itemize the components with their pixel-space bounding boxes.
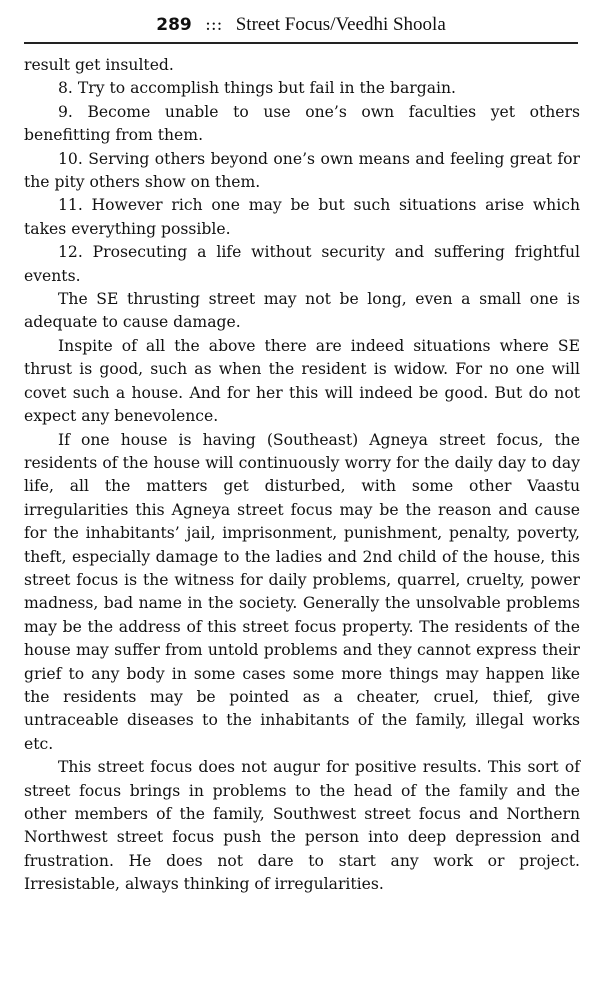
paragraph-continuation: result get insulted. [24,56,174,74]
list-item-12: 12. Prosecuting a life without security and suffering frightful events. [24,243,580,285]
running-title: Street Focus/Veedhi Shoola [235,14,446,35]
list-item-10: 10. Serving others beyond one’s own means and feeling great for the pity others show on them. [24,149,580,192]
paragraph-agneya: If one house is having (Southeast) Agneya street focus, the residents of the house will continuously worry for the daily day to day life, all the matters get disturbed, with some other Vaastu irregularities this Agneya street focus may be the reason and cause for the inhabitants’ jail, imprisonment, punishment, penalty, poverty, theft, especially damage to the ladies and 2nd child of the house, this street focus is the witness for daily problems, quarrel, cruelty, power madness, bad name in the society. Generally the unsolvable problems may be the address of this street focus property. The residents of the house may suffer from untold problems and they cannot express their grief to any body in some cases some more things may happen like the residents may be pointed as a cheater, cruel, thief, give untraceable diseases to the inhabitants of the family, illegal works etc. [24,430,580,753]
list-item-8: 8. Try to accomplish things but fail in the bargain. [58,79,456,98]
paragraph-inspite: Inspite of all the above there are indeed situations where SE thrust is good, such as when the resident is widow. For no one will covet such a house. And for her this will indeed be good. But do not expect any benevolence. [24,336,580,426]
list-item-11: 11. However rich one may be but such situations arise which takes everything possible. [24,196,580,238]
running-header [24,12,578,44]
body-text [24,54,580,897]
paragraph-se-thrust: The SE thrusting street may not be long, even a small one is adequate to cause damage. [24,290,580,332]
page-number: 289 [156,15,192,35]
list-item-9: 9. Become unable to use one’s own faculties yet others benefitting from them. [24,102,580,145]
paragraph-conclusion: This street focus does not augur for positive results. This sort of street focus brings in problems to the head of the family and the other members of the family, Southwest street focus and Northern Northwest street focus push the person into deep depression and frustration. He does not dare to start any work or project. Irresistable, always thinking of irregularities. [24,758,580,894]
header-separator: ::: [205,15,223,35]
